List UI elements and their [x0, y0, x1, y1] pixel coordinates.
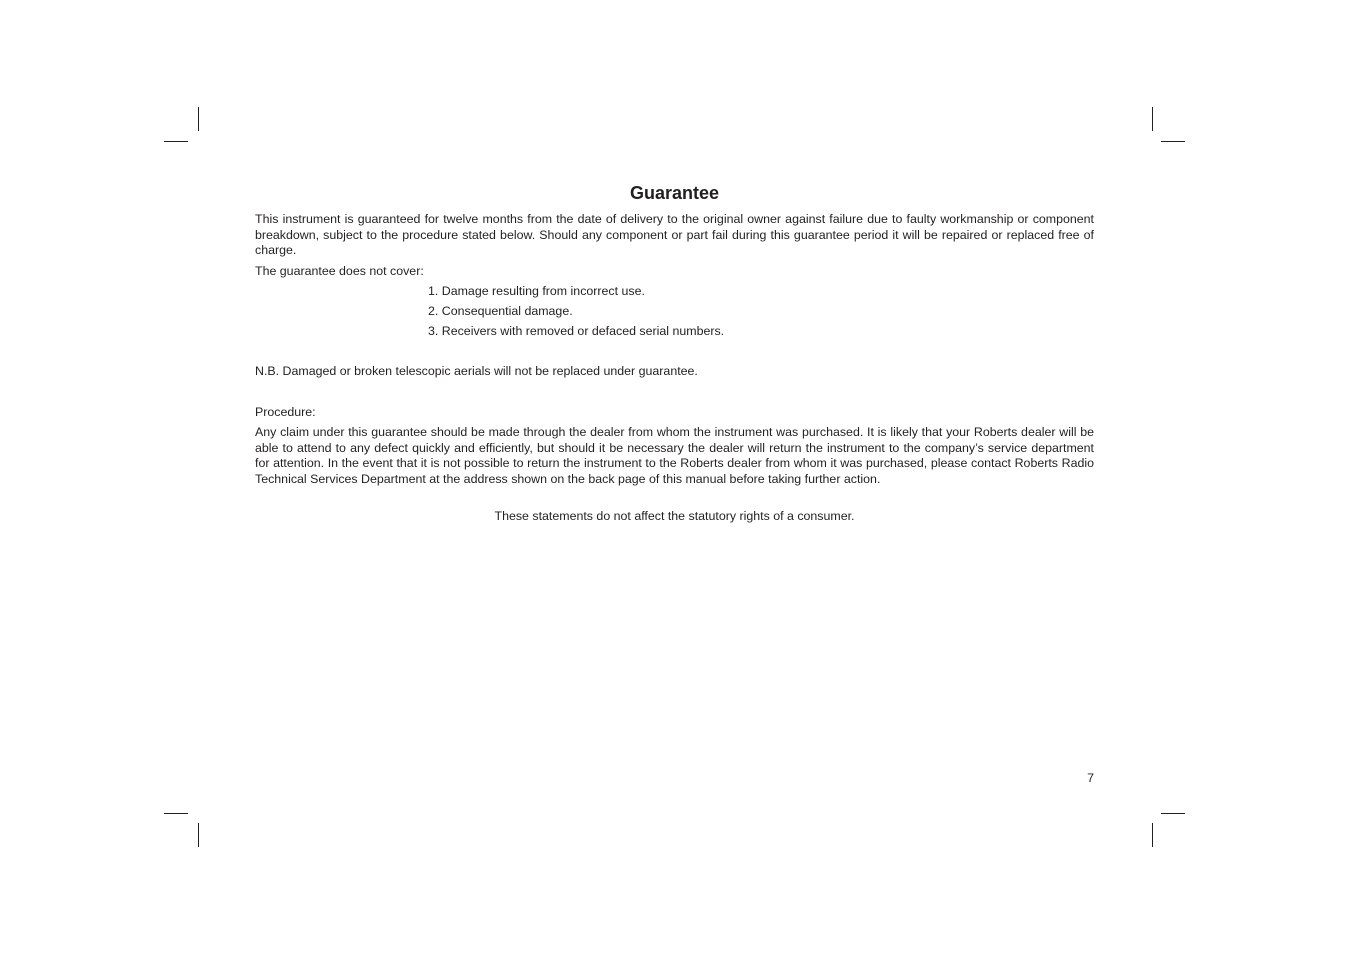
- intro-paragraph: This instrument is guaranteed for twelve months from the date of delivery to the original owner against failure due to faulty workmanship or component breakdown, subject to the procedure stated below. Should any component or part fail during this guarantee period it will be repaired or replaced free of charge.: [255, 212, 1094, 257]
- crop-mark-top-left-horizontal: [164, 141, 188, 142]
- procedure-paragraph: Any claim under this guarantee should be made through the dealer from whom the instrument was purchased. It is likely that your Roberts dealer will be able to attend to any defect quickly and efficiently, but should it be necessary the dealer will return the instrument to the company’s service department for attention. In the event that it is not possible to return the instrument to the Roberts dealer from whom it was purchased, please contact Roberts Radio Technical Services Department at the address shown on the back page of this manual before taking further action.: [255, 425, 1094, 486]
- spacer: [255, 385, 1094, 405]
- crop-mark-bottom-right-horizontal: [1161, 813, 1185, 814]
- page-content: [255, 181, 1094, 525]
- page-number: 7: [1087, 771, 1094, 785]
- crop-mark-bottom-right-vertical: [1152, 823, 1153, 847]
- crop-mark-top-left-vertical: [198, 107, 199, 131]
- crop-mark-top-right-horizontal: [1161, 141, 1185, 142]
- crop-mark-top-right-vertical: [1152, 107, 1153, 131]
- page-title: Guarantee: [629, 183, 720, 203]
- crop-mark-bottom-left-vertical: [198, 823, 199, 847]
- crop-mark-bottom-left-horizontal: [164, 813, 188, 814]
- procedure-heading: Procedure:: [255, 404, 316, 419]
- aerial-note: N.B. Damaged or broken telescopic aerials will not be replaced under guarantee.: [255, 364, 698, 378]
- list-item: 3. Receivers with removed or defaced serial numbers.: [428, 324, 725, 338]
- list-item: 1. Damage resulting from incorrect use.: [428, 284, 645, 298]
- exclusions-list: [255, 284, 1094, 340]
- list-item: 2. Consequential damage.: [428, 304, 573, 318]
- spacer: [255, 344, 1094, 364]
- statutory-note: These statements do not affect the statutory rights of a consumer.: [494, 509, 855, 523]
- exclusions-heading: The guarantee does not cover:: [255, 263, 424, 278]
